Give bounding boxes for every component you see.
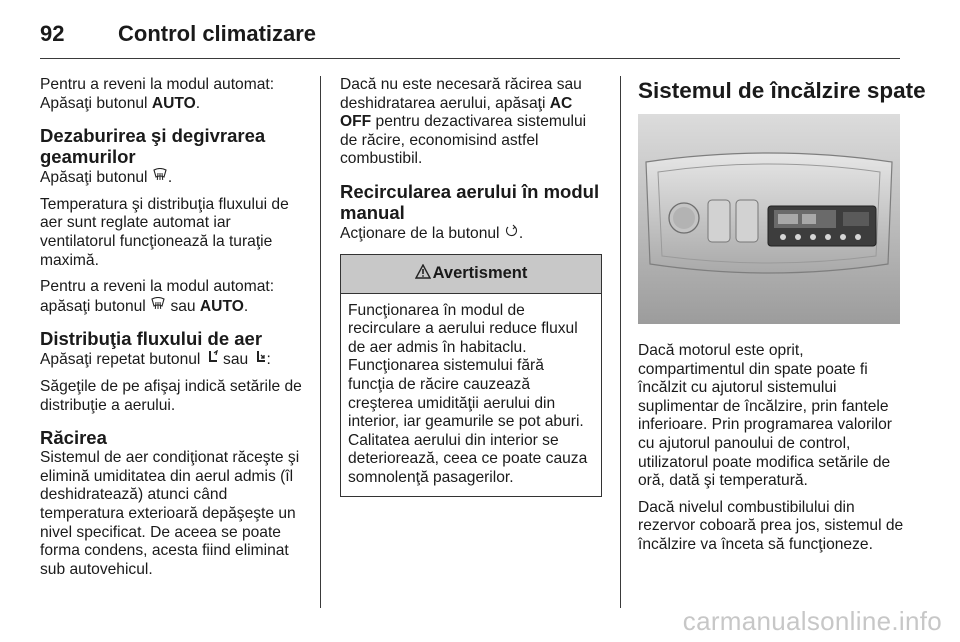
heading-air-distribution: Distribuţia fluxului de aer <box>40 328 263 350</box>
paragraph-auto-return: Pentru a reveni la modul automat: Apăsaţi butonul AUTO. <box>40 76 275 112</box>
paragraph-recirculation-button: Acţionare de la butonul . <box>340 224 524 242</box>
heading-cooling: Răcirea <box>40 427 107 449</box>
paragraph-ac-off: Dacă nu este necesară răcirea sau deshidratarea aerului, apăsaţi AC OFF pentru dezactivarea sistemului de răcire, economisind astfel combustibil. <box>340 76 587 168</box>
heading-rear-heating: Sistemul de încălzire spate <box>638 78 926 103</box>
warning-text: Funcţionarea în modul de recirculare a aerului reduce fluxul de aer admis în habitaclu. Funcţionarea sistemului fără funcţia de răcire cauzează creşterea umidităţii aerului din interior, iar geamurile se pot aburi. Calitatea aerului din interior se deteriorează, ceea ce poate cauza somnolenţă pasagerilor. <box>348 301 588 486</box>
page-number: 92 <box>40 21 65 46</box>
defrost-icon <box>151 297 165 316</box>
paragraph-fuel-level: Dacă nivelul combustibilului din rezervor coboară prea jos, sistemul de încălzire va înceta să funcţioneze. <box>638 498 904 553</box>
air-distribution-down-icon <box>254 350 266 369</box>
column-divider <box>320 76 321 608</box>
warning-triangle-icon <box>415 264 431 284</box>
paragraph-defrost-return: Pentru a reveni la modul automat: apăsaţi butonul sau AUTO. <box>40 278 275 315</box>
column-left <box>40 76 306 587</box>
paragraph-defrost-details: Temperatura şi distribuţia fluxului de aer sunt reglate automat iar ventilatorul funcţionează la turaţie maximă. <box>40 195 289 269</box>
warning-title: Avertisment <box>432 264 528 283</box>
paragraph-rear-heating: Dacă motorul este oprit, compartimentul din spate poate fi încălzit cu ajutorul sistemului suplimentar de încălzire, prin fantele inferioare. Prin programarea valorilor cu ajutorul panoului de control, utilizatorul poate modifica setările de oră, dată şi temperatură. <box>638 342 892 490</box>
warning-box <box>340 254 602 497</box>
paragraph-distribution-button: Apăsaţi repetat butonul sau : <box>40 351 271 369</box>
warning-header <box>341 255 601 294</box>
air-distribution-up-icon <box>206 350 218 369</box>
page-title: Control climatizare <box>118 21 317 46</box>
paragraph-cooling: Sistemul de aer condiţionat răceşte şi elimină umiditatea din aerul admis (îl deshidratează) atunci când temperatura exterioară depăşeşte un nivel specificat. De aceea se poate forma condens, acesta fiind eliminat sub autovehicul. <box>40 449 300 578</box>
heading-defrost: Dezaburirea şi degivrarea geamurilor <box>40 125 266 168</box>
recirculation-icon <box>505 224 518 243</box>
paragraph-defrost-button: Apăsaţi butonul . <box>40 169 173 187</box>
paragraph-distribution-arrows: Săgeţile de pe afişaj indică setările de distribuţie a aerului. <box>40 377 302 414</box>
watermark: carmanualsonline.info <box>682 606 942 636</box>
column-middle <box>340 76 602 497</box>
defrost-icon <box>153 168 167 187</box>
column-right <box>638 76 926 563</box>
heading-recirculation: Recircularea aerului în modul manual <box>340 180 600 223</box>
rear-heater-panel-photo <box>638 114 900 324</box>
page-header <box>40 14 316 54</box>
column-divider <box>620 76 621 608</box>
header-rule <box>40 58 900 59</box>
